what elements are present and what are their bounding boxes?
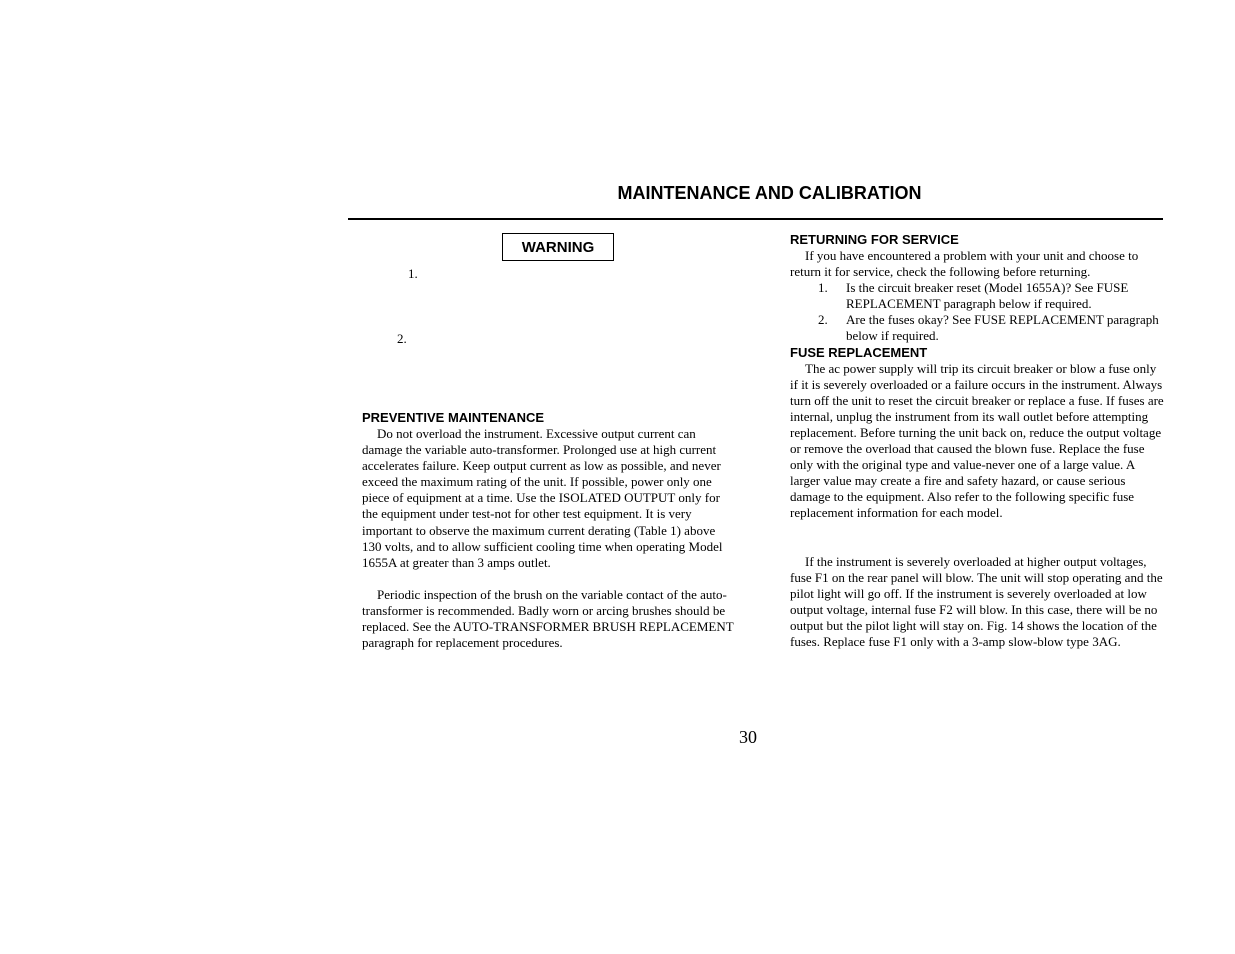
- header-rule: [348, 218, 1163, 220]
- returning-service-heading: RETURNING FOR SERVICE: [790, 232, 959, 247]
- preventive-paragraph-2: Periodic inspection of the brush on the variable contact of the auto-transformer is recommended. Badly worn or arcing brushes should be replaced. See the AUTO-TRANSFORMER BRUSH REPLACEMENT paragraph for replacement procedures.: [362, 586, 734, 651]
- list-item-text: Is the circuit breaker reset (Model 1655A)? See FUSE REPLACEMENT paragraph below if required.: [846, 280, 1129, 312]
- fuse-paragraph-1: The ac power supply will trip its circuit breaker or blow a fuse only if it is severely overloaded or a failure occurs in the instrument. Always turn off the unit to reset the circuit breaker or replace a fuse. If fuses are internal, unplug the instrument from its wall outlet before attempting replacement. Before turning the unit back on, reduce the output voltage or remove the overload that caused the blown fuse. Replace the fuse only with the original type and value-never one of a large value. A larger value may create a fire and safety hazard, or cause serious damage to the equipment. Also refer to the following specific fuse replacement information for each model.: [790, 360, 1164, 521]
- left-column: [362, 410, 734, 651]
- right-column: [790, 232, 1165, 650]
- fuse-paragraph-2: If the instrument is severely overloaded at higher output voltages, fuse F1 on the rear panel will blow. The unit will stop operating and the pilot light will go off. If the instrument is severely overloaded at low output voltage, internal fuse F2 will blow. In this case, there will be no output but the pilot light will stay on. Fig. 14 shows the location of the fuses. Replace fuse F1 only with a 3-amp slow-blow type 3AG.: [790, 553, 1163, 649]
- warning-item-1-number: 1.: [408, 266, 418, 281]
- preventive-maintenance-heading: PREVENTIVE MAINTENANCE: [362, 410, 545, 425]
- fuse-replacement-heading: FUSE REPLACEMENT: [790, 344, 928, 360]
- list-item: [790, 280, 1165, 312]
- page-number: 30: [739, 727, 757, 747]
- returning-checklist: [790, 280, 1165, 344]
- list-item-number: 1.: [818, 280, 828, 296]
- returning-paragraph: If you have encountered a problem with your unit and choose to return it for service, check the following before returning.: [790, 248, 1139, 280]
- list-item: [790, 312, 1165, 344]
- preventive-paragraph-1: Do not overload the instrument. Excessive output current can damage the variable auto-transformer. Prolonged use at high current accelerates failure. Keep output current as low as possible, and never exceed the maximum rating of the unit. If possible, power only one piece of equipment at a time. Use the ISOLATED OUTPUT only for the equipment under test-not for other test equipment. It is very important to observe the maximum current derating (Table 1) above 130 volts, and to allow sufficient cooling time when operating Model 1655A at greater than 3 amps outlet.: [362, 426, 723, 570]
- warning-box: WARNING: [502, 233, 614, 261]
- list-item-number: 2.: [818, 312, 828, 328]
- page-title: MAINTENANCE AND CALIBRATION: [617, 183, 922, 203]
- warning-item-2-number: 2.: [397, 331, 407, 346]
- list-item-text: Are the fuses okay? See FUSE REPLACEMENT paragraph below if required.: [846, 312, 1159, 344]
